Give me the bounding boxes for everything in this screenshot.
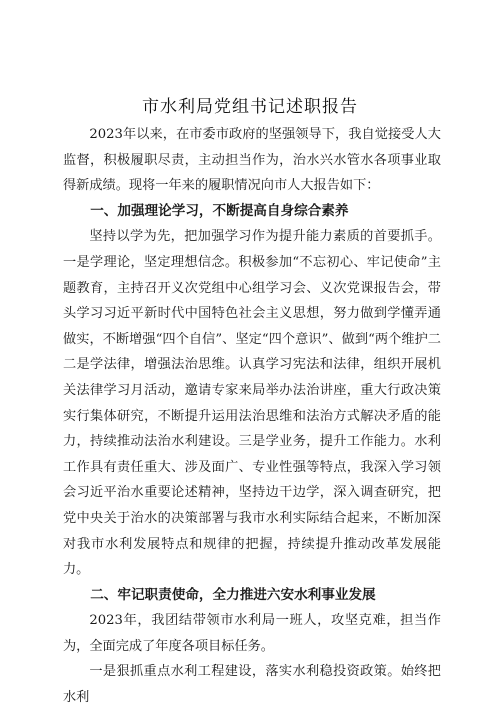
document-body <box>63 122 441 711</box>
document-title: 市水利局党组书记述职报告 <box>142 97 358 117</box>
section-1-heading: 一、加强理论学习，不断提高自身综合素养 <box>90 202 349 219</box>
section-1-paragraph-1: 坚持以学为先，把加强学习作为提升能力素质的首要抓手。一是学理论，坚定理想信念。积极参加“不忘初心、牢记使命”主题教育，主持召开义次党组中心组学习会、义次党课报告会，带头学习习近平新时代中国特色社会主义思想，努力做到学懂弄通做实，不断增强“四个自信”、坚定“四个意识”、做到“两个维护二二是学法律，增强法治思维。认真学习宪法和法律，组织开展机关法律学习月活动，邀请专家来局举办法治讲座，重大行政决策实行集体研究，不断提升运用法治思维和法治方式解决矛盾的能力，持续推动法治水利建设。三是学业务，提升工作能力。水利工作具有责任重大、涉及面广、专业性强等特点，我深入学习领会习近平治水重要论述精神，坚持边干边学，深入调查研究，把党中央关于治水的决策部署与我市水利实际结合起来，不断加深对我市水利发展特点和规律的把握，持续提升推动改革发展能力。 <box>63 229 441 578</box>
section-2-paragraph-1: 2023年，我团结带领市水利局一班人，攻坚克难，担当作为，全面完成了年度各项目标任务。 <box>63 613 441 654</box>
section-2-paragraph-2: 一是狠抓重点水利工程建设，落实水利稳投资政策。始终把水利 <box>63 664 441 706</box>
section-2-heading: 二、牢记职责使命，全力推进六安水利事业发展 <box>90 586 376 603</box>
intro-paragraph: 2023年以来，在市委市政府的坚强领导下，我自觉接受人大监督，积极履职尽责，主动担当作为，治水兴水管水各项事业取得新成绩。现将一年来的履职情况向市人大报告如下： <box>63 127 441 194</box>
